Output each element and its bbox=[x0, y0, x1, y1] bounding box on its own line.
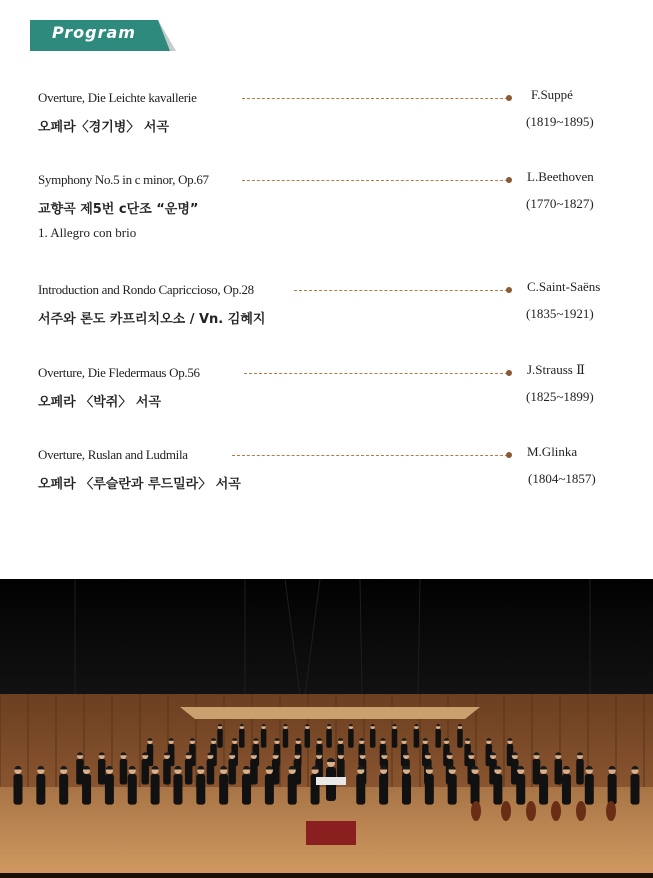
musician bbox=[261, 724, 267, 748]
musician bbox=[228, 752, 236, 784]
musician bbox=[120, 752, 128, 784]
work-title-en: Introduction and Rondo Capriccioso, Op.28 bbox=[38, 282, 254, 297]
leader-dot bbox=[506, 177, 512, 183]
reflector-canopy bbox=[180, 707, 480, 719]
musician bbox=[217, 724, 223, 748]
cello bbox=[501, 801, 511, 821]
musician bbox=[576, 752, 584, 784]
cello bbox=[526, 801, 536, 821]
musician bbox=[311, 766, 320, 805]
musician bbox=[555, 752, 563, 784]
musician bbox=[219, 766, 228, 805]
musician bbox=[239, 724, 245, 748]
cello bbox=[606, 801, 616, 821]
composer-years: (1835~1921) bbox=[526, 306, 594, 321]
cello bbox=[471, 801, 481, 821]
musician bbox=[539, 766, 548, 805]
composer-name: L.Beethoven bbox=[527, 169, 594, 184]
musician bbox=[348, 724, 354, 748]
musician bbox=[151, 766, 160, 805]
leader-dot bbox=[506, 452, 512, 458]
composer-name: C.Saint-Saëns bbox=[527, 279, 601, 294]
musician bbox=[585, 766, 594, 805]
musician bbox=[457, 724, 463, 748]
composer-years: (1819~1895) bbox=[526, 114, 594, 129]
musician bbox=[562, 766, 571, 805]
musician bbox=[14, 766, 23, 805]
composer-years: (1804~1857) bbox=[528, 471, 596, 486]
musician bbox=[196, 766, 205, 805]
work-title-en: Symphony No.5 in c minor, Op.67 bbox=[38, 172, 209, 187]
leader-dot bbox=[506, 95, 512, 101]
musician bbox=[185, 752, 193, 784]
musician bbox=[608, 766, 617, 805]
musician bbox=[425, 766, 434, 805]
work-title-ko: 오페라 〈박쥐〉 서곡 bbox=[38, 395, 161, 410]
cello bbox=[551, 801, 561, 821]
musician bbox=[392, 724, 398, 748]
header-title: Program bbox=[52, 23, 136, 42]
musician bbox=[98, 752, 106, 784]
stage-edge bbox=[0, 873, 653, 878]
musician bbox=[516, 766, 525, 805]
musician bbox=[250, 752, 257, 784]
musician bbox=[379, 766, 388, 805]
ceiling bbox=[0, 579, 653, 699]
musician bbox=[402, 766, 411, 805]
musician bbox=[82, 766, 91, 805]
musician bbox=[435, 724, 441, 748]
composer-years: (1825~1899) bbox=[526, 389, 594, 404]
musician bbox=[326, 724, 332, 748]
work-title-ko: 서주와 론도 카프리치오소 / Vn. 김혜지 bbox=[38, 312, 266, 327]
dotted-leader bbox=[232, 455, 508, 456]
work-title-en: Overture, Ruslan and Ludmila bbox=[38, 447, 188, 462]
dotted-leader bbox=[242, 180, 508, 181]
dotted-leader bbox=[244, 373, 508, 374]
musician bbox=[265, 766, 274, 805]
musician bbox=[242, 766, 251, 805]
musician bbox=[141, 752, 149, 784]
musician bbox=[471, 766, 480, 805]
cello bbox=[576, 801, 586, 821]
work-title-ko: 교향곡 제5번 c단조 “운명” bbox=[38, 202, 199, 217]
musician bbox=[631, 766, 640, 805]
work-title-ko: 오페라 〈루슬란과 루드밀라〉 서곡 bbox=[38, 477, 241, 492]
dotted-leader bbox=[242, 98, 508, 99]
musician bbox=[414, 724, 420, 748]
leader-dot bbox=[506, 370, 512, 376]
composer-name: M.Glinka bbox=[527, 444, 578, 459]
musician bbox=[207, 752, 215, 784]
musician bbox=[128, 766, 137, 805]
leader-dot bbox=[506, 287, 512, 293]
musician bbox=[288, 766, 297, 805]
composer-name: J.Strauss Ⅱ bbox=[527, 362, 585, 377]
musician bbox=[370, 724, 376, 748]
work-title-ko: 오페라〈경기병〉 서곡 bbox=[38, 120, 169, 135]
musician bbox=[283, 724, 289, 748]
dotted-leader bbox=[294, 290, 508, 291]
composer-years: (1770~1827) bbox=[526, 196, 594, 211]
musician bbox=[305, 724, 311, 748]
composer-name: F.Suppé bbox=[531, 87, 573, 102]
musician bbox=[163, 752, 171, 784]
musician bbox=[448, 766, 457, 805]
musician bbox=[173, 766, 182, 805]
orchestra-stage-illustration bbox=[0, 579, 653, 878]
musician bbox=[59, 766, 68, 805]
orchestra-photo bbox=[0, 579, 653, 878]
work-title-en: Overture, Die Fledermaus Op.56 bbox=[38, 365, 200, 380]
program-header bbox=[30, 20, 176, 51]
musician bbox=[36, 766, 45, 805]
musician bbox=[356, 766, 365, 805]
movement: 1. Allegro con brio bbox=[38, 225, 137, 240]
conductor-podium bbox=[306, 821, 356, 845]
musician bbox=[493, 766, 502, 805]
work-title-en: Overture, Die Leichte kavallerie bbox=[38, 90, 197, 105]
conductor-score bbox=[316, 777, 346, 785]
musician bbox=[105, 766, 114, 805]
